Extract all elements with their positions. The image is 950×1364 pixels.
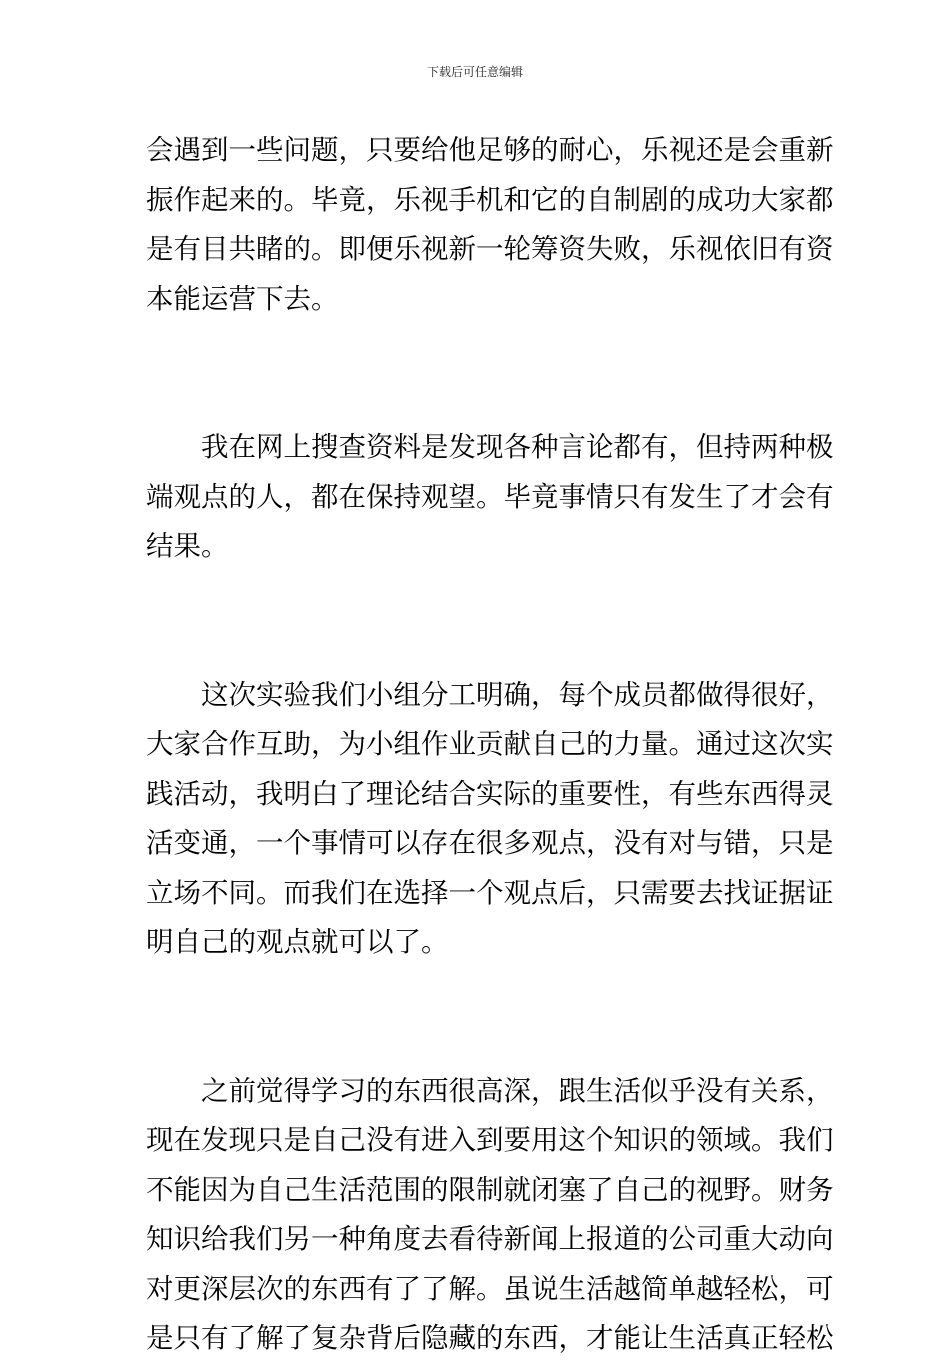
paragraph-3 — [146, 671, 834, 968]
paragraph-line: 不能因为自己生活范围的限制就闭塞了自己的视野。财务 — [146, 1173, 834, 1206]
paragraph-line: 立场不同。而我们在选择一个观点后，只需要去找证据证 — [146, 876, 834, 909]
paragraph-line: 大家合作互助，为小组作业贡献自己的力量。通过这次实 — [146, 728, 834, 760]
paragraph-line: 振作起来的。毕竟，乐视手机和它的自制剧的成功大家都 — [146, 183, 834, 216]
paragraph-line: 这次实验我们小组分工明确，每个成员都做得很好， — [201, 678, 834, 711]
paragraph-line: 活变通，一个事情可以存在很多观点，没有对与错，只是 — [146, 827, 834, 859]
page-header: 下载后可任意编辑 — [426, 65, 523, 79]
paragraph-line: 是只有了解了复杂背后隐藏的东西，才能让生活真正轻松 — [146, 1322, 834, 1354]
paragraph-line: 知识给我们另一种角度去看待新闻上报道的公司重大动向 — [146, 1223, 834, 1255]
paragraph-spacer — [146, 968, 806, 1067]
document-body — [146, 126, 834, 1364]
paragraph-line: 现在发现只是自己没有进入到要用这个知识的领域。我们 — [146, 1124, 834, 1156]
paragraph-spacer — [146, 572, 806, 671]
paragraph-line: 明自己的观点就可以了。 — [146, 926, 449, 958]
paragraph-2 — [146, 423, 834, 572]
paragraph-line: 结果。 — [146, 530, 229, 562]
paragraph-line: 践活动，我明白了理论结合实际的重要性，有些东西得灵 — [146, 777, 834, 810]
paragraph-line: 是有目共睹的。即便乐视新一轮筹资失败，乐视依旧有资 — [146, 233, 834, 265]
paragraph-line: 我在网上搜查资料是发现各种言论都有，但持两种极 — [201, 431, 834, 463]
paragraph-line: 会遇到一些问题，只要给他足够的耐心，乐视还是会重新 — [146, 134, 834, 166]
paragraph-4 — [146, 1067, 834, 1364]
paragraph-line: 对更深层次的东西有了了解。虽说生活越简单越轻松，可 — [146, 1272, 834, 1305]
paragraph-line: 端观点的人，都在保持观望。毕竟事情只有发生了才会有 — [146, 480, 834, 513]
paragraph-line: 之前觉得学习的东西很高深，跟生活似乎没有关系， — [201, 1074, 834, 1107]
paragraph-spacer — [146, 324, 806, 423]
paragraph-1 — [146, 126, 834, 324]
paragraph-line: 本能运营下去。 — [146, 282, 339, 315]
